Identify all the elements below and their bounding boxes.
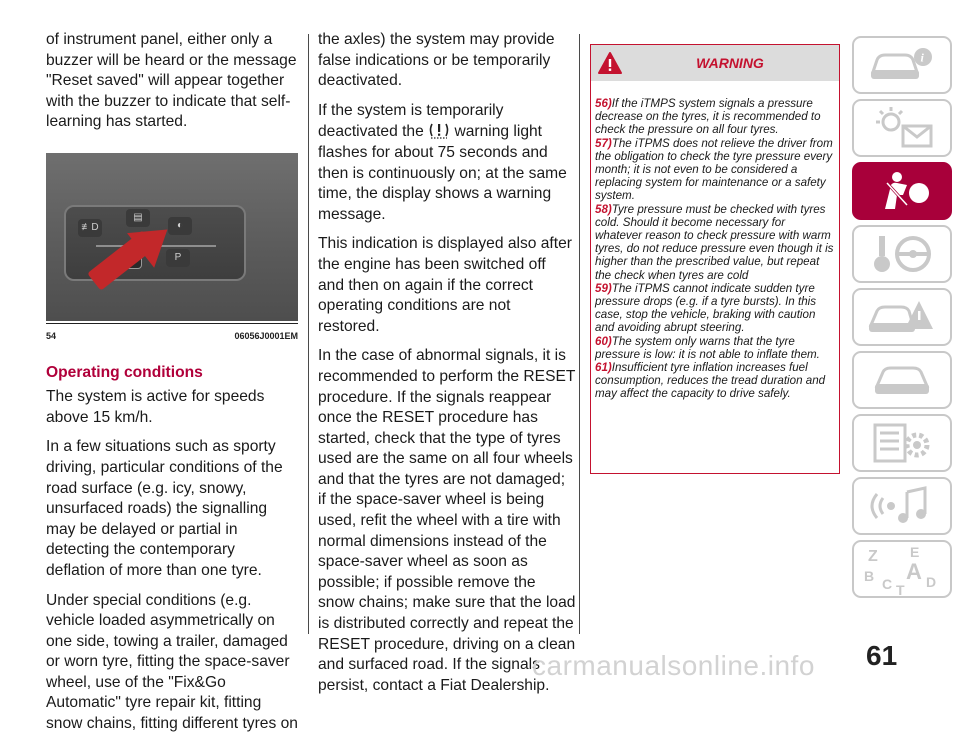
tab-lights-warnings[interactable] xyxy=(852,99,952,157)
warning-text: Insufficient tyre inflation increases fuel consumption, reduces the tread duration and may affect the capacity to drive safely. xyxy=(595,361,826,401)
figure-code: 06056J0001EM xyxy=(234,330,298,341)
column-divider-2 xyxy=(579,34,580,634)
tab-emergency[interactable] xyxy=(852,288,952,346)
tab-index[interactable] xyxy=(852,540,952,598)
car-info-icon xyxy=(867,46,937,84)
chapter-tabs xyxy=(852,36,952,603)
paragraph-speed: The system is active for speeds above 15 km/h. xyxy=(46,388,265,426)
car-service-icon xyxy=(867,360,937,400)
breakdown-icon xyxy=(867,295,937,339)
warning-box xyxy=(590,44,840,474)
key-steering-icon xyxy=(867,232,937,276)
tyre-pressure-warning-icon xyxy=(428,121,450,139)
figure-number: 54 xyxy=(46,330,57,341)
warning-item xyxy=(595,97,835,137)
svg-text:i: i xyxy=(920,50,924,65)
warning-text: Tyre pressure must be checked with tyres cold. Should it become necessary for whatever reason to check pressure with warm tyres, do not reduce pressure even though it is higher than the prescribed value, but repeat the check when tyres are cold xyxy=(595,202,834,282)
intro-paragraph: of instrument panel, either only a buzzer will be heard or the message "Reset saved" will appear together with the buzzer to indicate that self-learning has started. xyxy=(46,31,297,131)
warning-item xyxy=(595,361,835,401)
warning-number: 57) xyxy=(595,136,612,150)
warning-number: 59) xyxy=(595,281,612,295)
paragraph-deactivated xyxy=(318,101,576,226)
warning-item xyxy=(595,137,835,203)
fog-light-icon: ≢D xyxy=(78,219,102,237)
warning-number: 58) xyxy=(595,202,612,216)
warning-item xyxy=(595,282,835,335)
figure-caption xyxy=(46,323,298,347)
svg-text:Z: Z xyxy=(868,548,878,565)
paragraph-special-conditions: Under special conditions (e.g. vehicle loaded asymmetrically on one side, towing a trailer, damaged or worn tyre, fitting the space-saver wheel, use of the "Fix&Go Automatic" tyre repair kit, fitting snow chains, fitting different tyres on xyxy=(46,591,298,733)
tab-starting-driving[interactable] xyxy=(852,225,952,283)
warning-text: The system only warns that the tyre pressure is low: it is not able to inflate them. xyxy=(595,334,820,361)
svg-text:D: D xyxy=(926,574,937,590)
lights-icon: ◐ xyxy=(168,217,192,235)
deactivated-text-start: If the system is temporarily deactivated the xyxy=(318,101,504,141)
page-number: 61 xyxy=(866,640,898,671)
warning-number: 56) xyxy=(595,97,612,110)
paragraph-axles: the axles) the system may provide false indications or be temporarily deactivated. xyxy=(318,31,555,90)
section-heading: Operating conditions xyxy=(46,363,203,381)
tab-technical-data[interactable] xyxy=(852,414,952,472)
watermark: carmanualsonline.info xyxy=(532,650,815,681)
warning-number: 60) xyxy=(595,334,612,348)
svg-text:E: E xyxy=(910,544,920,560)
svg-text:A: A xyxy=(906,559,922,584)
warning-text: If the iTMPS system signals a pressure decrease on the tyres, it is recommended to check the pressure on all four tyres. xyxy=(595,97,821,137)
warning-item xyxy=(595,203,835,282)
middle-column xyxy=(318,30,576,705)
headlight-level-icon: ▤ xyxy=(126,209,150,227)
svg-text:T: T xyxy=(896,582,905,595)
left-column xyxy=(46,30,298,744)
warning-item xyxy=(595,335,835,361)
paragraph-abnormal-signals: In the case of abnormal signals, it is recommended to perform the RESET procedure. If the signals reappear once the RESET procedure has started, check that the type of tyres used are the same on all four wheels and that the tyres are not damaged; if the space-saver wheel is being used, refit the wheel with a tire with normal dimensions instead of the space-saver wheel as soon as possible; if possible remove the snow chains; make sure that the load is distributed correctly and repeat the RESET procedure, driving on a clean and surfaced road. If the signals persist, contact a Fiat Dealership. xyxy=(318,347,576,694)
light-warning-icon xyxy=(867,106,937,150)
multimedia-icon xyxy=(867,484,937,528)
warning-text: The iTPMS cannot indicate sudden tyre pressure drops (e.g. if a tyre bursts). In this case, stop the vehicle, braking with caution and avoiding abrupt steering. xyxy=(595,281,817,335)
paragraph-situations: In a few situations such as sporty driving, particular conditions of the road surface (e.g. icy, snowy, unsurfaced roads) the signalling may be delayed or partial in detecting the contemporary deflation of more than one tyre. xyxy=(46,438,283,579)
tab-car-info[interactable] xyxy=(852,36,952,94)
column-divider-1 xyxy=(308,34,309,634)
parking-light-icon: P xyxy=(166,249,190,267)
warning-title: WARNING xyxy=(696,55,764,71)
index-icon xyxy=(862,543,942,595)
instrument-panel-photo xyxy=(46,153,298,321)
deactivated-text-end: warning light flashes for about 75 seconds and then is continuously on; at the same time, the display shows a warning message. xyxy=(318,123,567,223)
warning-number: 61) xyxy=(595,361,612,375)
warning-text: The iTPMS does not relieve the driver from the obligation to check the tyre pressure every month; it is not even to be considered a replacing system for maintenance or a safety system. xyxy=(595,136,833,203)
warning-header xyxy=(591,45,839,81)
tab-multimedia[interactable] xyxy=(852,477,952,535)
paragraph-indication: This indication is displayed also after the engine has been switched off and then on again if the correct operating conditions are not restored. xyxy=(318,235,572,335)
svg-text:C: C xyxy=(882,576,893,592)
warning-body xyxy=(591,81,839,401)
warning-triangle-icon xyxy=(597,51,623,75)
tab-maintenance[interactable] xyxy=(852,351,952,409)
airbag-safety-icon xyxy=(867,169,937,213)
technical-data-icon xyxy=(867,421,937,465)
svg-text:B: B xyxy=(864,568,875,584)
tab-safety[interactable] xyxy=(852,162,952,220)
